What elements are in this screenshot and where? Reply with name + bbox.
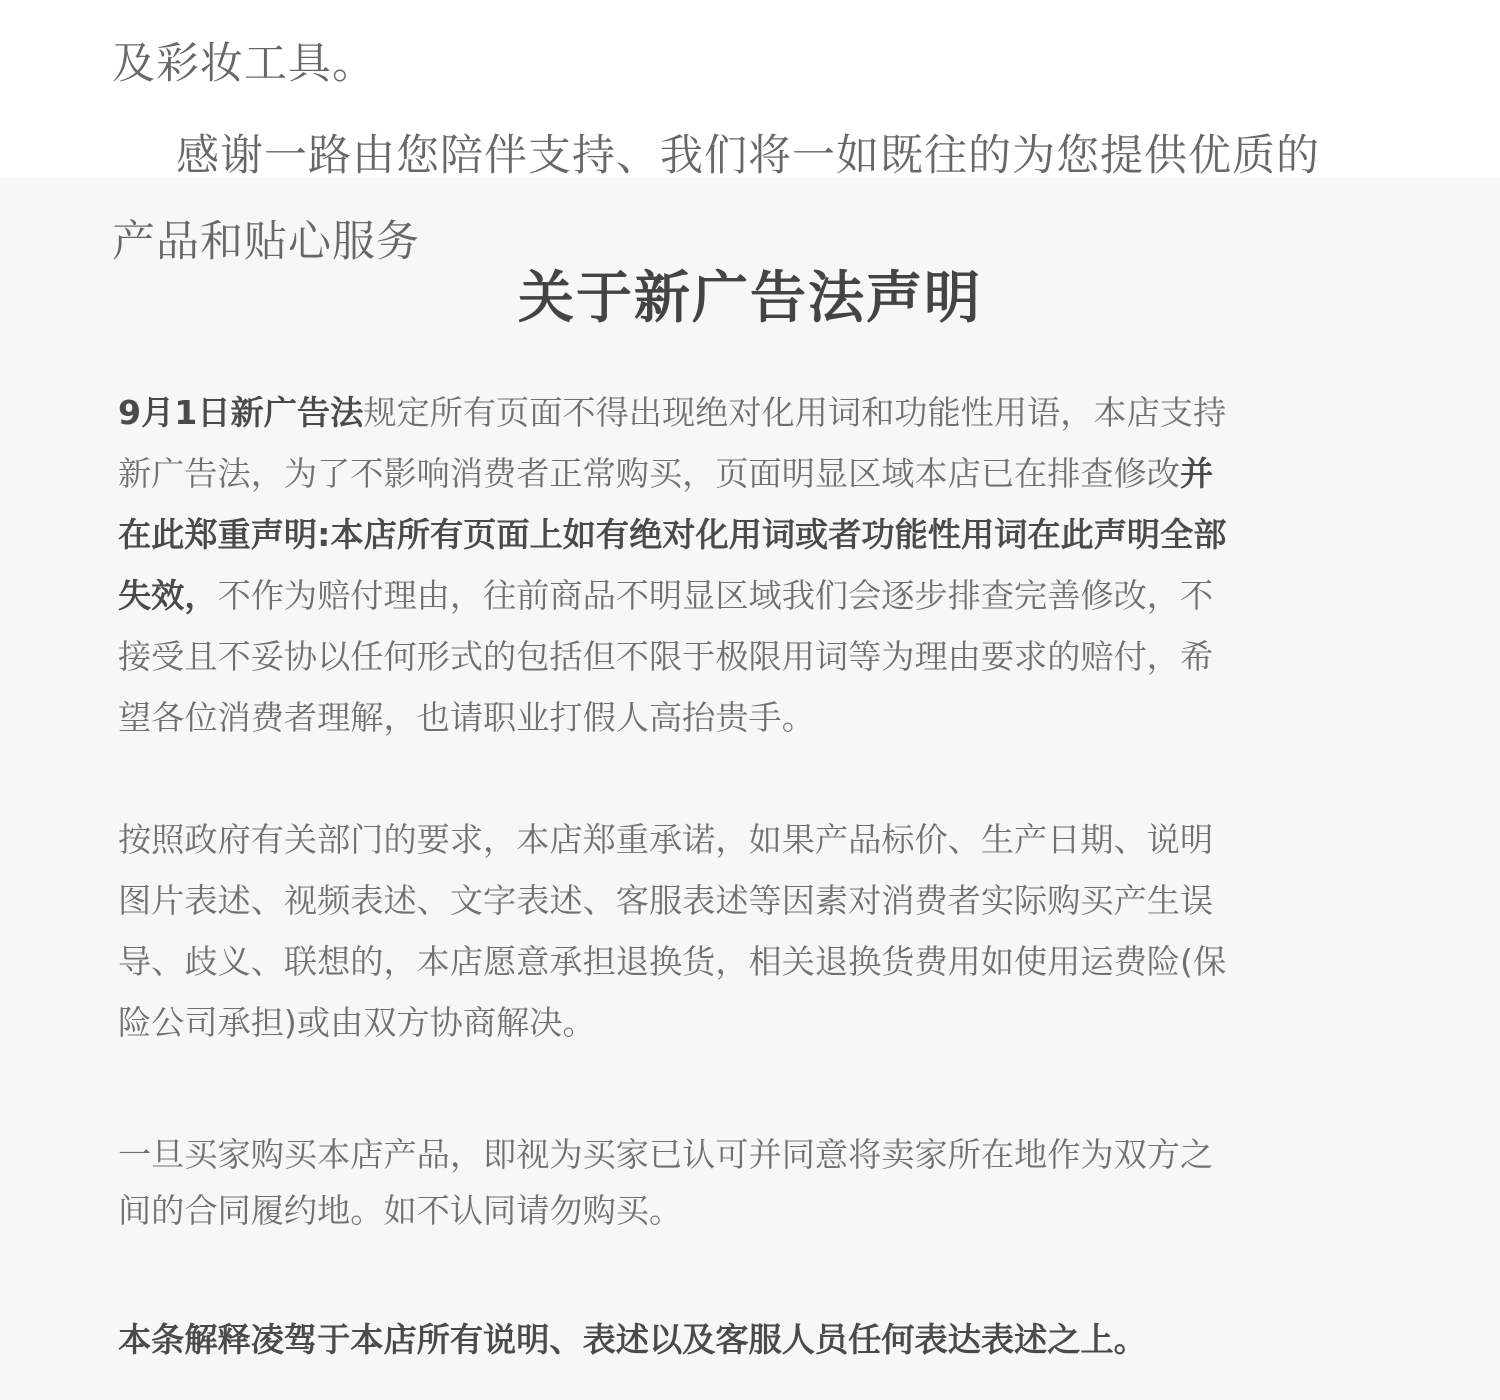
paragraph-line: 图片表述、视频表述、文字表述、客服表述等因素对消费者实际购买产生误	[118, 881, 1214, 920]
body-text: 不作为赔付理由，往前商品不明显区域我们会逐步排查完善修改，不	[217, 576, 1214, 615]
bold-text: 本条解释凌驾于本店所有说明、表述以及客服人员任何表达表述之上。	[118, 1320, 1147, 1359]
paragraph-line: 按照政府有关部门的要求，本店郑重承诺，如果产品标价、生产日期、说明	[118, 820, 1214, 859]
bold-text: 在此郑重声明:本店所有页面上如有绝对化用词或者功能性用词在此声明全部	[118, 515, 1227, 554]
bold-text: 9月1日新广告法	[118, 393, 364, 432]
paragraph-line: 间的合同履约地。如不认同请勿购买。	[118, 1191, 683, 1230]
intro-text-line: 及彩妆工具。	[112, 39, 376, 89]
paragraph-line	[118, 382, 1418, 443]
notice-title: 关于新广告法声明	[518, 266, 982, 331]
intro-text-line: 产品和贴心服务	[112, 217, 420, 267]
paragraph-line	[118, 565, 1418, 626]
paragraph-line	[118, 443, 1418, 504]
body-text: 规定所有页面不得出现绝对化用词和功能性用语，本店支持	[363, 393, 1227, 432]
paragraph-line: 导、歧义、联想的，本店愿意承担退换货，相关退换货费用如使用运费险(保	[118, 942, 1227, 981]
paragraph-line: 望各位消费者理解，也请职业打假人高抬贵手。	[118, 698, 815, 737]
paragraph-line: 险公司承担)或由双方协商解决。	[118, 1003, 596, 1042]
paragraph-line: 一旦买家购买本店产品，即视为买家已认可并同意将卖家所在地作为双方之	[118, 1135, 1214, 1174]
paragraph-line: 接受且不妥协以任何形式的包括但不限于极限用词等为理由要求的赔付，希	[118, 637, 1214, 676]
notice-paragraph-4	[118, 1309, 1418, 1370]
notice-paragraph-1	[118, 382, 1418, 748]
bold-text: 并	[1180, 454, 1214, 493]
body-text: 新广告法，为了不影响消费者正常购买，页面明显区域本店已在排查修改	[118, 454, 1180, 493]
bold-text: 失效，	[118, 576, 218, 615]
intro-text-line: 感谢一路由您陪伴支持、我们将一如既往的为您提供优质的	[176, 131, 1320, 181]
notice-paragraph-2	[118, 809, 1418, 1053]
notice-paragraph-3	[118, 1127, 1418, 1239]
